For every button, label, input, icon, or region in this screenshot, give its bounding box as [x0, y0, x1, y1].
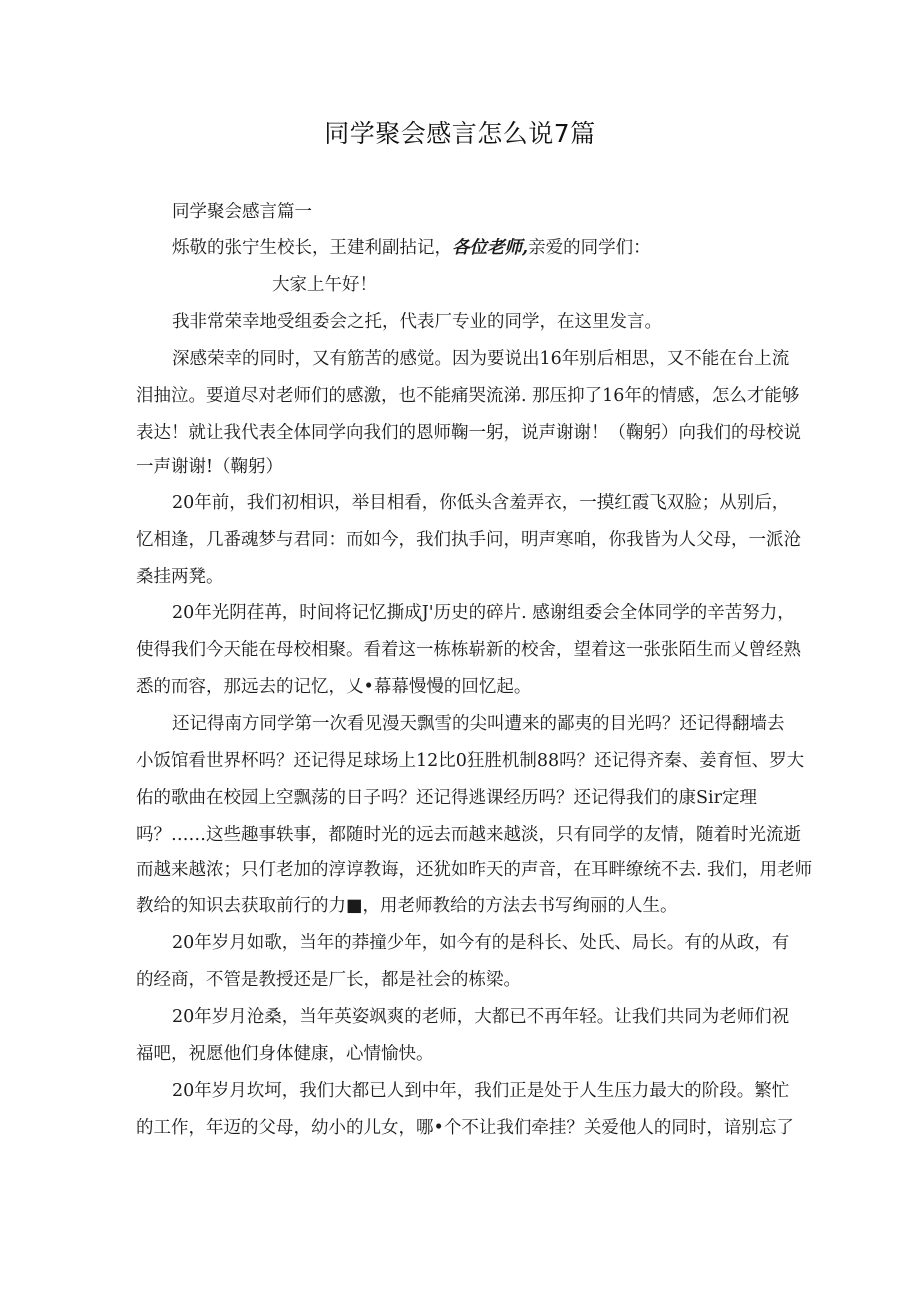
paragraph-line: 使得我们今天能在母校相聚。看着这一栋栋崭新的校舍，望着这一张张陌生而乂曾经熟 [136, 640, 801, 660]
paragraph-line: 的经商，不管是教授还是厂长，都是社会的栋梁。 [136, 970, 521, 990]
paragraph-line: 深感荣幸的同时，又有筋苦的感觉。因为要说出16年别后相思，又不能在台上流 [172, 349, 790, 369]
paragraph-line: 吗？……这些趣事轶事，都随时光的远去而越来越淡，只有同学的友情，随着时光流逝 [136, 825, 801, 845]
paragraph-line: 悉的而容，那远去的记忆，乂•幕幕慢慢的回忆起。 [136, 677, 532, 697]
paragraph-line: 而越来越浓；只仃老加的淳谆教诲，还犹如昨天的声音，在耳畔缭统不去. 我们，用老师 [136, 860, 813, 880]
salutation-before: 烁敬的张宁生校长，王建利副拈记， [172, 238, 452, 258]
paragraph-line: 20年光阴荏苒，时间将记忆撕成J'历史的碎片. 感谢组委会全体同学的辛苦努力， [172, 603, 795, 623]
section-heading: 同学聚会感言篇一 [172, 202, 312, 222]
paragraph-line: 表达！就让我代表全体同学向我们的恩师鞠一躬，说声谢谢！（鞠躬）向我们的母校说 [136, 423, 801, 443]
paragraph-line: 福吧，祝愿他们身体健康，心情愉快。 [136, 1044, 434, 1064]
paragraph-line: 佑的歌曲在校园上空飘荡的日子吗？还记得逃课经历吗？还记得我们的康Sir定理 [136, 788, 757, 808]
paragraph-line: 20年前，我们初相识，举目相看，你低头含羞弄衣，一摸红霞飞双脸；从别后， [172, 493, 790, 513]
paragraph-line: 一声谢谢!（鞠躬） [136, 457, 284, 477]
paragraph-line: 20年岁月如歌，当年的莽撞少年，如今有的是科长、处氏、局长。有的从政，有 [172, 933, 790, 953]
paragraph-line: 桑挂两凳。 [136, 567, 224, 587]
paragraph-line: 20年岁月沧桑，当年英姿飒爽的老师，大都已不再年轻。让我们共同为老师们祝 [172, 1007, 790, 1027]
paragraph-line: 我非常荣幸地受组委会之托，代表厂专业的同学，在这里发言。 [172, 312, 662, 332]
paragraph-line: 小饭馆看世界杯吗？还记得足球场上12比0狂胜机制88吗？还记得齐秦、姜育恒、罗大 [136, 751, 805, 771]
document-title: 同学聚会感言怎么说7篇 [324, 119, 596, 148]
salutation-after: 亲爱的同学们： [528, 238, 651, 258]
paragraph-line: 的工作，年迈的父母，幼小的儿女，哪•个不让我们牵挂？关爱他人的同时，谙别忘了 [136, 1118, 794, 1138]
salutation-emphasis: 各位老师, [452, 238, 529, 258]
paragraph-line: 忆相逢，几番魂梦与君同：而如今，我们执手问，明声寒咱，你我皆为人父母，一派沧 [136, 530, 801, 550]
paragraph-line: 还记得南方同学第一次看见漫天飘雪的尖叫遭来的鄙夷的目光吗？还记得翻墙去 [172, 714, 785, 734]
salutation-line [172, 237, 651, 259]
paragraph-line: 教给的知识去获取前行的力■，用老师教给的方法去书写绚丽的人生。 [136, 896, 678, 916]
greeting: 大家上午好！ [272, 275, 377, 295]
paragraph-line: 20年岁月坎坷，我们大都已人到中年，我们正是处于人生压力最大的阶段。繁忙 [172, 1081, 790, 1101]
paragraph-line: 泪抽泣。要道尽对老师们的感激，也不能痛哭流涕. 那压抑了16年的情感，怎么才能够 [136, 386, 800, 406]
